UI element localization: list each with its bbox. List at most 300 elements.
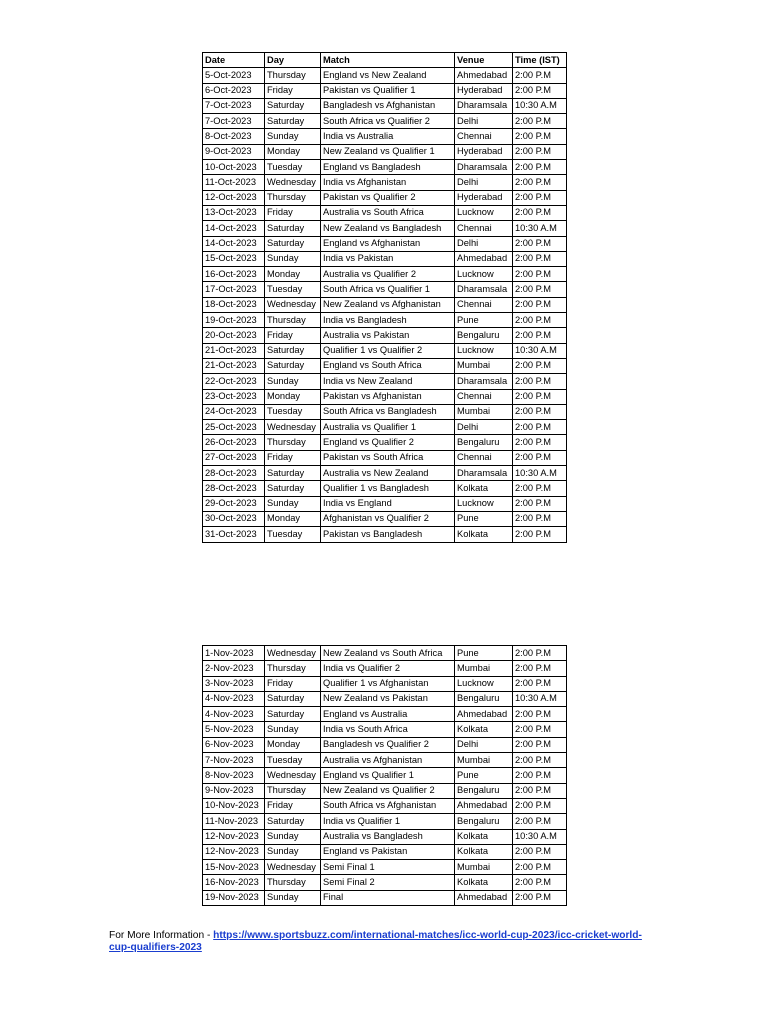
day-cell: Saturday [265, 236, 321, 251]
day-cell: Sunday [265, 496, 321, 511]
venue-cell: Kolkata [455, 875, 513, 890]
venue-cell: Chennai [455, 297, 513, 312]
time-cell: 2:00 P.M [513, 236, 567, 251]
match-cell: Bangladesh vs Afghanistan [321, 98, 455, 113]
match-cell: Qualifier 1 vs Afghanistan [321, 676, 455, 691]
date-cell: 16-Nov-2023 [203, 875, 265, 890]
november-schedule-table [202, 645, 567, 906]
day-cell: Tuesday [265, 527, 321, 542]
venue-cell: Kolkata [455, 527, 513, 542]
date-cell: 21-Oct-2023 [203, 343, 265, 358]
match-cell: South Africa vs Qualifier 2 [321, 114, 455, 129]
date-cell: 10-Nov-2023 [203, 798, 265, 813]
day-cell: Sunday [265, 844, 321, 859]
date-cell: 6-Oct-2023 [203, 83, 265, 98]
time-cell: 2:00 P.M [513, 251, 567, 266]
time-cell: 2:00 P.M [513, 282, 567, 297]
venue-cell: Pune [455, 313, 513, 328]
time-cell: 10:30 A.M [513, 343, 567, 358]
time-cell: 2:00 P.M [513, 313, 567, 328]
date-cell: 18-Oct-2023 [203, 297, 265, 312]
match-cell: Afghanistan vs Qualifier 2 [321, 511, 455, 526]
match-cell: Pakistan vs South Africa [321, 450, 455, 465]
time-cell: 2:00 P.M [513, 267, 567, 282]
date-cell: 19-Nov-2023 [203, 890, 265, 905]
table-row [203, 450, 567, 465]
time-cell: 2:00 P.M [513, 481, 567, 496]
match-cell: Australia vs Qualifier 1 [321, 420, 455, 435]
venue-cell: Pune [455, 646, 513, 661]
table-row [203, 190, 567, 205]
date-cell: 24-Oct-2023 [203, 404, 265, 419]
match-cell: England vs Qualifier 2 [321, 435, 455, 450]
day-cell: Saturday [265, 114, 321, 129]
match-cell: New Zealand vs Qualifier 1 [321, 144, 455, 159]
day-cell: Saturday [265, 814, 321, 829]
venue-cell: Kolkata [455, 722, 513, 737]
venue-cell: Hyderabad [455, 190, 513, 205]
match-cell: India vs Qualifier 1 [321, 814, 455, 829]
table-row [203, 114, 567, 129]
match-cell: India vs Australia [321, 129, 455, 144]
match-cell: India vs Bangladesh [321, 313, 455, 328]
footer-prefix: For More Information - [109, 930, 214, 941]
match-cell: New Zealand vs South Africa [321, 646, 455, 661]
match-cell: India vs New Zealand [321, 374, 455, 389]
date-cell: 7-Oct-2023 [203, 114, 265, 129]
date-cell: 3-Nov-2023 [203, 676, 265, 691]
time-cell: 2:00 P.M [513, 68, 567, 83]
match-cell: Pakistan vs Qualifier 1 [321, 83, 455, 98]
table-row [203, 844, 567, 859]
day-cell: Wednesday [265, 768, 321, 783]
day-cell: Friday [265, 450, 321, 465]
date-cell: 21-Oct-2023 [203, 358, 265, 373]
match-cell: Pakistan vs Qualifier 2 [321, 190, 455, 205]
venue-cell: Mumbai [455, 358, 513, 373]
table-row [203, 496, 567, 511]
time-cell: 10:30 A.M [513, 829, 567, 844]
time-cell: 2:00 P.M [513, 205, 567, 220]
venue-cell: Ahmedabad [455, 890, 513, 905]
time-cell: 2:00 P.M [513, 190, 567, 205]
day-cell: Sunday [265, 829, 321, 844]
venue-cell: Chennai [455, 450, 513, 465]
table-row [203, 282, 567, 297]
venue-cell: Kolkata [455, 829, 513, 844]
time-cell: 2:00 P.M [513, 114, 567, 129]
venue-cell: Delhi [455, 114, 513, 129]
day-cell: Saturday [265, 221, 321, 236]
day-cell: Monday [265, 389, 321, 404]
time-cell: 2:00 P.M [513, 768, 567, 783]
venue-cell: Mumbai [455, 860, 513, 875]
match-cell: Final [321, 890, 455, 905]
match-cell: India vs South Africa [321, 722, 455, 737]
venue-cell: Ahmedabad [455, 707, 513, 722]
header-venue: Venue [455, 53, 513, 68]
venue-cell: Dharamsala [455, 160, 513, 175]
day-cell: Wednesday [265, 860, 321, 875]
table-row [203, 358, 567, 373]
time-cell: 2:00 P.M [513, 661, 567, 676]
table-row [203, 814, 567, 829]
date-cell: 4-Nov-2023 [203, 707, 265, 722]
match-cell: England vs New Zealand [321, 68, 455, 83]
venue-cell: Mumbai [455, 661, 513, 676]
table-row [203, 175, 567, 190]
table-row [203, 297, 567, 312]
day-cell: Friday [265, 83, 321, 98]
date-cell: 30-Oct-2023 [203, 511, 265, 526]
time-cell: 2:00 P.M [513, 435, 567, 450]
time-cell: 2:00 P.M [513, 358, 567, 373]
header-match: Match [321, 53, 455, 68]
table-row [203, 661, 567, 676]
october-schedule-table [202, 52, 567, 543]
day-cell: Saturday [265, 466, 321, 481]
day-cell: Friday [265, 798, 321, 813]
day-cell: Sunday [265, 722, 321, 737]
venue-cell: Chennai [455, 389, 513, 404]
venue-cell: Ahmedabad [455, 798, 513, 813]
match-cell: New Zealand vs Afghanistan [321, 297, 455, 312]
date-cell: 23-Oct-2023 [203, 389, 265, 404]
time-cell: 2:00 P.M [513, 737, 567, 752]
day-cell: Sunday [265, 251, 321, 266]
table-row [203, 481, 567, 496]
table-row [203, 236, 567, 251]
table-row [203, 691, 567, 706]
header-time: Time (IST) [513, 53, 567, 68]
match-cell: England vs South Africa [321, 358, 455, 373]
date-cell: 7-Oct-2023 [203, 98, 265, 113]
time-cell: 2:00 P.M [513, 875, 567, 890]
day-cell: Thursday [265, 313, 321, 328]
venue-cell: Bengaluru [455, 328, 513, 343]
time-cell: 2:00 P.M [513, 374, 567, 389]
match-cell: Semi Final 1 [321, 860, 455, 875]
date-cell: 26-Oct-2023 [203, 435, 265, 450]
table-row [203, 343, 567, 358]
day-cell: Sunday [265, 890, 321, 905]
match-cell: India vs England [321, 496, 455, 511]
table-row [203, 783, 567, 798]
table-row [203, 83, 567, 98]
venue-cell: Lucknow [455, 496, 513, 511]
time-cell: 2:00 P.M [513, 798, 567, 813]
time-cell: 2:00 P.M [513, 814, 567, 829]
venue-cell: Kolkata [455, 481, 513, 496]
table-row [203, 737, 567, 752]
day-cell: Saturday [265, 358, 321, 373]
venue-cell: Ahmedabad [455, 68, 513, 83]
venue-cell: Chennai [455, 129, 513, 144]
time-cell: 2:00 P.M [513, 511, 567, 526]
time-cell: 2:00 P.M [513, 83, 567, 98]
time-cell: 2:00 P.M [513, 722, 567, 737]
time-cell: 2:00 P.M [513, 129, 567, 144]
day-cell: Saturday [265, 98, 321, 113]
time-cell: 2:00 P.M [513, 144, 567, 159]
match-cell: Australia vs South Africa [321, 205, 455, 220]
date-cell: 14-Oct-2023 [203, 236, 265, 251]
venue-cell: Delhi [455, 420, 513, 435]
match-cell: Semi Final 2 [321, 875, 455, 890]
sportsbuzz-link[interactable]: https://www.sportsbuzz.com/international-matches/icc-world-cup-2023/icc-cricket-world-cup-qualifiers-2023 [109, 930, 642, 953]
match-cell: Qualifier 1 vs Qualifier 2 [321, 343, 455, 358]
time-cell: 2:00 P.M [513, 783, 567, 798]
match-cell: India vs Afghanistan [321, 175, 455, 190]
match-cell: Australia vs Pakistan [321, 328, 455, 343]
venue-cell: Lucknow [455, 343, 513, 358]
venue-cell: Bengaluru [455, 691, 513, 706]
table-row [203, 144, 567, 159]
venue-cell: Delhi [455, 175, 513, 190]
venue-cell: Hyderabad [455, 83, 513, 98]
time-cell: 2:00 P.M [513, 527, 567, 542]
day-cell: Sunday [265, 129, 321, 144]
match-cell: England vs Afghanistan [321, 236, 455, 251]
date-cell: 8-Nov-2023 [203, 768, 265, 783]
venue-cell: Dharamsala [455, 282, 513, 297]
match-cell: India vs Pakistan [321, 251, 455, 266]
day-cell: Wednesday [265, 175, 321, 190]
date-cell: 2-Nov-2023 [203, 661, 265, 676]
date-cell: 12-Nov-2023 [203, 829, 265, 844]
table-header-row [203, 53, 567, 68]
table-row [203, 860, 567, 875]
time-cell: 2:00 P.M [513, 450, 567, 465]
venue-cell: Chennai [455, 221, 513, 236]
match-cell: New Zealand vs Qualifier 2 [321, 783, 455, 798]
table-row [203, 646, 567, 661]
day-cell: Thursday [265, 875, 321, 890]
date-cell: 31-Oct-2023 [203, 527, 265, 542]
time-cell: 2:00 P.M [513, 753, 567, 768]
day-cell: Thursday [265, 661, 321, 676]
table-row [203, 511, 567, 526]
time-cell: 10:30 A.M [513, 691, 567, 706]
venue-cell: Lucknow [455, 676, 513, 691]
table-row [203, 68, 567, 83]
table-row [203, 374, 567, 389]
date-cell: 25-Oct-2023 [203, 420, 265, 435]
time-cell: 2:00 P.M [513, 646, 567, 661]
table-row [203, 267, 567, 282]
match-cell: New Zealand vs Pakistan [321, 691, 455, 706]
venue-cell: Mumbai [455, 404, 513, 419]
venue-cell: Lucknow [455, 267, 513, 282]
time-cell: 2:00 P.M [513, 404, 567, 419]
match-cell: England vs Bangladesh [321, 160, 455, 175]
date-cell: 10-Oct-2023 [203, 160, 265, 175]
time-cell: 10:30 A.M [513, 466, 567, 481]
day-cell: Friday [265, 328, 321, 343]
table-row [203, 676, 567, 691]
match-cell: Australia vs Afghanistan [321, 753, 455, 768]
match-cell: Pakistan vs Bangladesh [321, 527, 455, 542]
day-cell: Monday [265, 511, 321, 526]
date-cell: 27-Oct-2023 [203, 450, 265, 465]
table-row [203, 160, 567, 175]
table-row [203, 221, 567, 236]
day-cell: Tuesday [265, 753, 321, 768]
time-cell: 2:00 P.M [513, 420, 567, 435]
venue-cell: Mumbai [455, 753, 513, 768]
day-cell: Wednesday [265, 646, 321, 661]
time-cell: 2:00 P.M [513, 328, 567, 343]
date-cell: 14-Oct-2023 [203, 221, 265, 236]
time-cell: 2:00 P.M [513, 297, 567, 312]
match-cell: South Africa vs Afghanistan [321, 798, 455, 813]
table-row [203, 389, 567, 404]
table-row [203, 129, 567, 144]
date-cell: 9-Nov-2023 [203, 783, 265, 798]
table-row [203, 753, 567, 768]
day-cell: Thursday [265, 190, 321, 205]
time-cell: 2:00 P.M [513, 496, 567, 511]
date-cell: 16-Oct-2023 [203, 267, 265, 282]
header-date: Date [203, 53, 265, 68]
venue-cell: Kolkata [455, 844, 513, 859]
match-cell: South Africa vs Qualifier 1 [321, 282, 455, 297]
table-row [203, 328, 567, 343]
match-cell: New Zealand vs Bangladesh [321, 221, 455, 236]
date-cell: 9-Oct-2023 [203, 144, 265, 159]
match-cell: Australia vs New Zealand [321, 466, 455, 481]
date-cell: 11-Nov-2023 [203, 814, 265, 829]
date-cell: 28-Oct-2023 [203, 481, 265, 496]
time-cell: 2:00 P.M [513, 160, 567, 175]
table-row [203, 420, 567, 435]
table-row [203, 829, 567, 844]
day-cell: Thursday [265, 435, 321, 450]
table-row [203, 890, 567, 905]
match-cell: England vs Qualifier 1 [321, 768, 455, 783]
venue-cell: Bengaluru [455, 783, 513, 798]
match-cell: Australia vs Bangladesh [321, 829, 455, 844]
time-cell: 10:30 A.M [513, 98, 567, 113]
match-cell: India vs Qualifier 2 [321, 661, 455, 676]
time-cell: 2:00 P.M [513, 860, 567, 875]
day-cell: Friday [265, 205, 321, 220]
day-cell: Tuesday [265, 404, 321, 419]
date-cell: 12-Oct-2023 [203, 190, 265, 205]
time-cell: 2:00 P.M [513, 890, 567, 905]
table-row [203, 707, 567, 722]
table-row [203, 404, 567, 419]
table-row [203, 98, 567, 113]
date-cell: 15-Oct-2023 [203, 251, 265, 266]
venue-cell: Bengaluru [455, 435, 513, 450]
day-cell: Saturday [265, 481, 321, 496]
table-row [203, 313, 567, 328]
venue-cell: Dharamsala [455, 374, 513, 389]
date-cell: 28-Oct-2023 [203, 466, 265, 481]
date-cell: 5-Nov-2023 [203, 722, 265, 737]
venue-cell: Pune [455, 511, 513, 526]
date-cell: 17-Oct-2023 [203, 282, 265, 297]
table-row [203, 875, 567, 890]
date-cell: 22-Oct-2023 [203, 374, 265, 389]
date-cell: 7-Nov-2023 [203, 753, 265, 768]
day-cell: Monday [265, 737, 321, 752]
match-cell: Pakistan vs Afghanistan [321, 389, 455, 404]
match-cell: England vs Australia [321, 707, 455, 722]
venue-cell: Hyderabad [455, 144, 513, 159]
date-cell: 6-Nov-2023 [203, 737, 265, 752]
date-cell: 4-Nov-2023 [203, 691, 265, 706]
venue-cell: Dharamsala [455, 466, 513, 481]
time-cell: 2:00 P.M [513, 844, 567, 859]
day-cell: Tuesday [265, 282, 321, 297]
day-cell: Saturday [265, 691, 321, 706]
match-cell: Australia vs Qualifier 2 [321, 267, 455, 282]
day-cell: Wednesday [265, 420, 321, 435]
day-cell: Saturday [265, 343, 321, 358]
venue-cell: Pune [455, 768, 513, 783]
match-cell: Qualifier 1 vs Bangladesh [321, 481, 455, 496]
match-cell: South Africa vs Bangladesh [321, 404, 455, 419]
venue-cell: Dharamsala [455, 98, 513, 113]
day-cell: Saturday [265, 707, 321, 722]
day-cell: Friday [265, 676, 321, 691]
day-cell: Monday [265, 267, 321, 282]
time-cell: 2:00 P.M [513, 175, 567, 190]
day-cell: Monday [265, 144, 321, 159]
time-cell: 2:00 P.M [513, 707, 567, 722]
date-cell: 20-Oct-2023 [203, 328, 265, 343]
date-cell: 15-Nov-2023 [203, 860, 265, 875]
date-cell: 8-Oct-2023 [203, 129, 265, 144]
time-cell: 2:00 P.M [513, 676, 567, 691]
venue-cell: Ahmedabad [455, 251, 513, 266]
match-cell: England vs Pakistan [321, 844, 455, 859]
table-row [203, 466, 567, 481]
day-cell: Wednesday [265, 297, 321, 312]
table-row [203, 205, 567, 220]
date-cell: 13-Oct-2023 [203, 205, 265, 220]
date-cell: 29-Oct-2023 [203, 496, 265, 511]
time-cell: 2:00 P.M [513, 389, 567, 404]
more-information-footer [109, 930, 649, 953]
date-cell: 5-Oct-2023 [203, 68, 265, 83]
table-row [203, 798, 567, 813]
venue-cell: Lucknow [455, 205, 513, 220]
date-cell: 19-Oct-2023 [203, 313, 265, 328]
date-cell: 12-Nov-2023 [203, 844, 265, 859]
table-row [203, 768, 567, 783]
venue-cell: Bengaluru [455, 814, 513, 829]
day-cell: Sunday [265, 374, 321, 389]
table-row [203, 435, 567, 450]
october-table-body [203, 68, 567, 542]
date-cell: 1-Nov-2023 [203, 646, 265, 661]
table-row [203, 251, 567, 266]
table-row [203, 722, 567, 737]
day-cell: Thursday [265, 783, 321, 798]
day-cell: Thursday [265, 68, 321, 83]
time-cell: 10:30 A.M [513, 221, 567, 236]
date-cell: 11-Oct-2023 [203, 175, 265, 190]
match-cell: Bangladesh vs Qualifier 2 [321, 737, 455, 752]
venue-cell: Delhi [455, 737, 513, 752]
day-cell: Tuesday [265, 160, 321, 175]
venue-cell: Delhi [455, 236, 513, 251]
november-table-body [203, 646, 567, 906]
table-row [203, 527, 567, 542]
